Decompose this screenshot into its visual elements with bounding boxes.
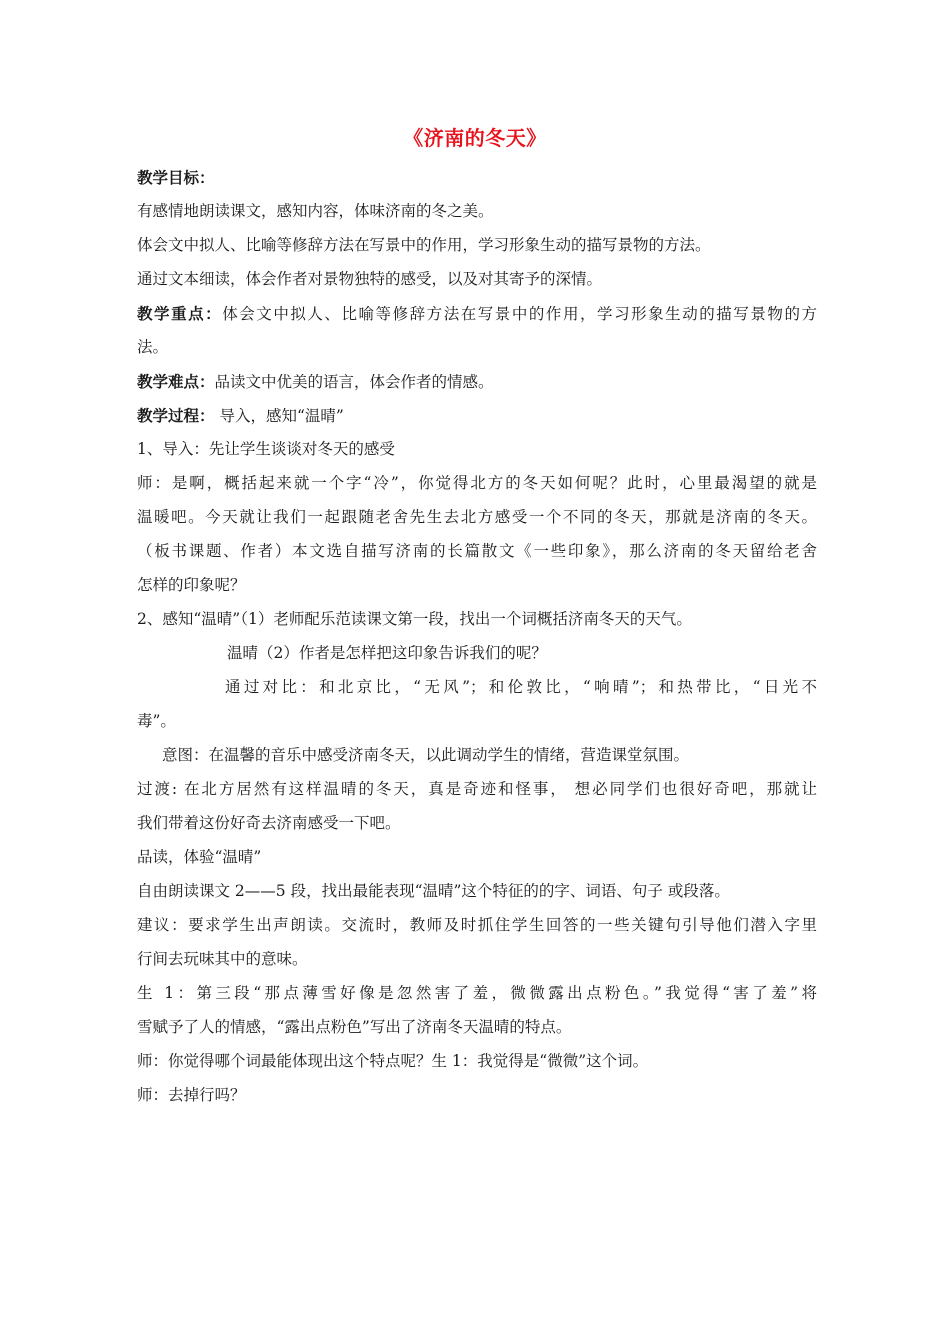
- step-2-b-line-1: 通过对比：和北京比，“无风”；和伦敦比，“响晴”；和热带比，“日光不: [225, 678, 817, 696]
- reading-task: 自由朗读课文 2——5 段，找出最能表现“温晴”这个特征的的字、词语、句子 或段落。: [137, 882, 730, 900]
- reading-heading: 品读，体验“温晴”: [137, 848, 262, 866]
- key-point-heading: 教学重点：: [137, 304, 223, 323]
- difficulty-line: [137, 370, 817, 404]
- step-2-b-line-2: 毒”。: [137, 712, 176, 730]
- transition-line-1: 过渡: 在北方居然有这样温晴的冬天，真是奇迹和怪事， 想必同学们也很好奇吧，那就让: [137, 780, 817, 798]
- goals-heading: 教学目标：: [137, 168, 215, 187]
- paragraph-1-line-1: 师：是啊，概括起来就一个字“冷”，你觉得北方的冬天如何呢？此时，心里最渴望的就是: [137, 474, 817, 492]
- paragraph-1-line-4: 怎样的印象呢？: [137, 576, 246, 594]
- difficulty-text: 品读文中优美的语言，体会作者的情感。: [214, 373, 494, 391]
- paragraph-1-line-2: 温暖吧。今天就让我们一起跟随老舍先生去北方感受一个不同的冬天，那就是济南的冬天。: [137, 508, 817, 526]
- student-1-line-2: 雪赋予了人的情感，“露出点粉色”写出了济南冬天温晴的特点。: [137, 1018, 572, 1036]
- student-1-line-1: 生 1：第三段“那点薄雪好像是忽然害了羞，微微露出点粉色。”我觉得“害了羞”将: [137, 984, 817, 1002]
- key-point-text: 体会文中拟人、比喻等修辞方法在写景中的作用，学习形象生动的描写景物的方: [222, 305, 817, 323]
- teacher-question-2: 师：去掉行吗？: [137, 1086, 246, 1104]
- step-2-a: 温晴（2）作者是怎样把这印象告诉我们的呢？: [227, 644, 547, 662]
- step-2: 2、感知“温晴”（1）老师配乐范读课文第一段，找出一个词概括济南冬天的天气。: [137, 610, 692, 628]
- process-text: 导入，感知“温晴”: [214, 407, 344, 425]
- step-1: 1、导入：先让学生谈谈对冬天的感受: [137, 440, 395, 458]
- process-heading: 教学过程：: [137, 406, 215, 425]
- transition-line-2: 我们带着这份好奇去济南感受一下吧。: [137, 814, 401, 832]
- goal-1: 有感情地朗读课文，感知内容，体味济南的冬之美。: [137, 202, 494, 220]
- teacher-question-1: 师：你觉得哪个词最能体现出这个特点呢？生 1：我觉得是“微微”这个词。: [137, 1052, 649, 1070]
- intent-line: 意图：在温馨的音乐中感受济南冬天，以此调动学生的情绪，营造课堂氛围。: [162, 746, 690, 764]
- suggestion-line-2: 行间去玩味其中的意味。: [137, 950, 308, 968]
- goal-2: 体会文中拟人、比喻等修辞方法在写景中的作用，学习形象生动的描写景物的方法。: [137, 236, 711, 254]
- document-body: [137, 166, 817, 1118]
- key-point-line-2: 法。: [137, 338, 169, 356]
- goal-3: 通过文本细读，体会作者对景物独特的感受，以及对其寄予的深情。: [137, 270, 603, 288]
- document-title: 《济南的冬天》: [403, 126, 547, 150]
- process-line: [137, 404, 817, 438]
- difficulty-heading: 教学难点：: [137, 372, 215, 391]
- suggestion-line-1: 建议：要求学生出声朗读。交流时，教师及时抓住学生回答的一些关键句引导他们潜入字里: [137, 916, 817, 934]
- paragraph-1-line-3: （板书课题、作者）本文选自描写济南的长篇散文《一些印象》，那么济南的冬天留给老舍: [137, 542, 817, 560]
- key-point-line-1: [137, 302, 817, 336]
